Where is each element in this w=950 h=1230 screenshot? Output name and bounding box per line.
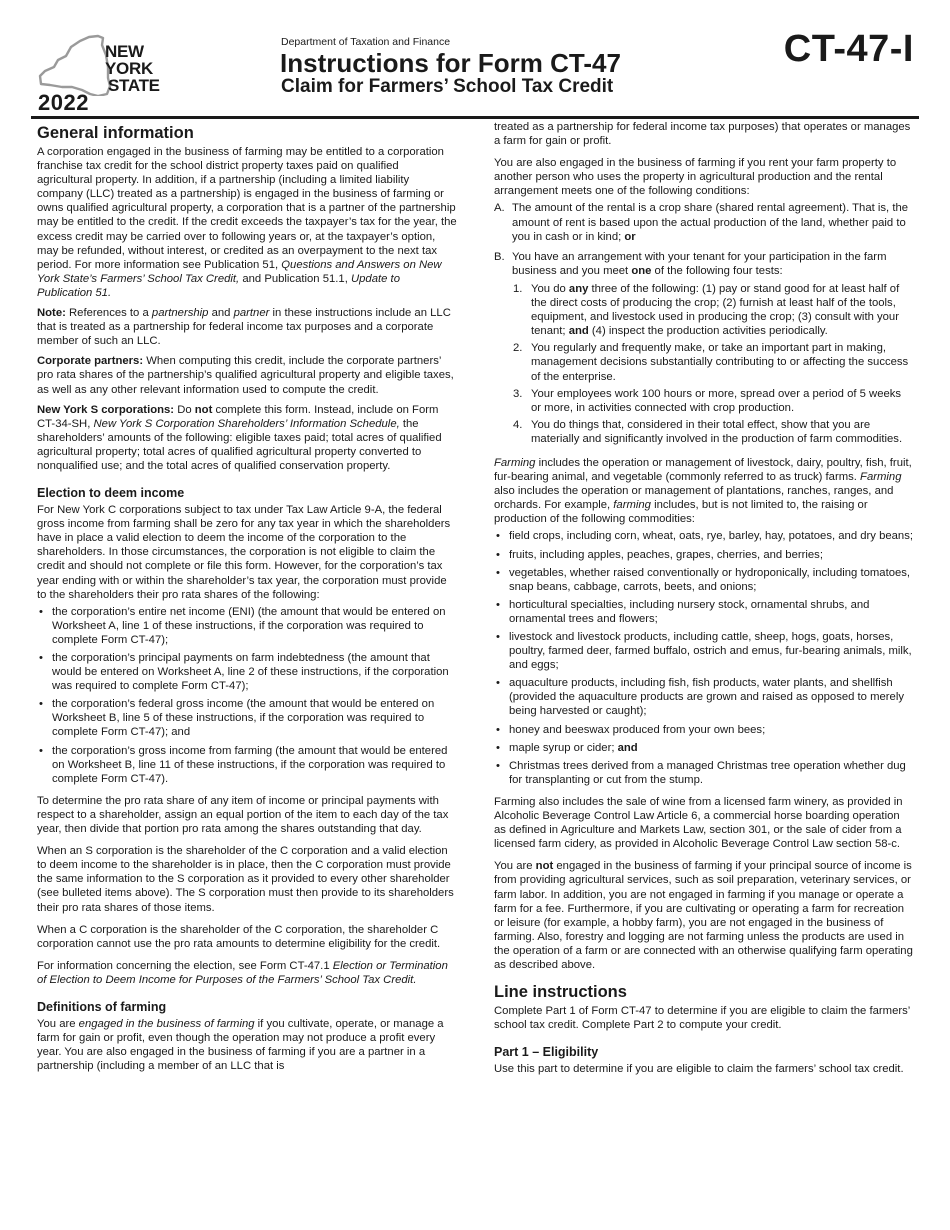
pro-rata-paragraph: To determine the pro rata share of any item of income or principal payments with respect to a shareholder, assign an equal portion of the item to each day of the tax year, then divide that portion pro rata among the shares outstanding that day. — [37, 794, 449, 836]
logo-text-new: NEW — [105, 42, 144, 61]
text-run: maple syrup or cider; — [509, 741, 618, 754]
text-run: and Publication 51.1, — [239, 272, 351, 285]
text-run: When computing this credit, include the corporate partners’ pro rata shares of the partnership’s qualified agricultural property and eligible taxes, as well as any other relevant information used to compute the credit. — [37, 355, 454, 396]
publication-51-1-title: Update to Publication 51. — [37, 272, 400, 299]
ct-47-1-title: Election or Termination of Election to Deem Income for Purposes of the Farmers’ School Tax Credit. — [37, 959, 448, 986]
list-item: • aquaculture products, including fish, fish products, water plants, and shellfish (provided the aquaculture products are grown and raised as opposed to merely being harvested or caught); — [494, 676, 914, 718]
emphasis-and: and — [568, 325, 589, 338]
test-item — [494, 387, 914, 415]
test-item — [494, 282, 914, 338]
text-run: includes the operation or management of livestock, dairy, poultry, fish, fruit, fur-bearing animal, and vegetable (commonly referred to as truck) farms. — [494, 456, 912, 484]
emphasis-and: and — [617, 741, 638, 754]
test-item — [494, 341, 914, 383]
list-item: • Christmas trees derived from a managed Christmas tree operation whether dug for transplanting or cut from the stump. — [494, 759, 914, 787]
test-number: 2. — [513, 342, 523, 355]
ct-47-1-paragraph — [37, 959, 457, 987]
text-run: Do — [174, 403, 195, 416]
text-run: Your employees work 100 hours or more, spread over a period of 5 weeks or more, in activities connected with crop production. — [531, 387, 902, 414]
list-item: • the corporation’s principal payments on farm indebtedness (the amount that would be entered on Worksheet A, line 2 of these instructions, if the corporation was required to complete Form CT-47); — [37, 651, 457, 693]
new-york-state-outline-icon — [36, 34, 112, 96]
test-number: 1. — [513, 282, 523, 295]
right-column — [494, 120, 914, 1082]
form-number: CT-47-I — [783, 28, 914, 70]
condition-a — [494, 201, 914, 243]
election-paragraph: For New York C corporations subject to tax under Tax Law Article 9-A, the federal gross income from farming shall be zero for any tax year in which the shareholders have in place a valid election to deem the income of the corporation to the shareholders. In those circumstances, the corporation is not eligible to claim the credit and should not complete or file this form. However, for the corporation’s tax year ending with or within the shareholder’s tax year, the corporation must provide to the shareholders their pro rata shares of the following: — [37, 504, 451, 601]
text-run: You regularly and frequently make, or take an important part in making, management decisions substantially contributing to or affecting the success of the enterprise. — [531, 342, 909, 383]
corporate-partners-label: Corporate partners: — [37, 355, 144, 368]
condition-b — [494, 250, 914, 278]
list-item: • vegetables, whether raised conventionally or hydroponically, including tomatoes, snap beans, cabbage, carrots, beets, and onions; — [494, 566, 914, 594]
test-number: 4. — [513, 418, 523, 431]
list-item: • field crops, including corn, wheat, oats, rye, barley, hay, potatoes, and dry beans; — [494, 529, 914, 543]
definitions-paragraph — [37, 1017, 457, 1073]
text-run: For information concerning the election, see Form CT-47.1 — [37, 959, 333, 972]
winery-paragraph: Farming also includes the sale of wine from a licensed farm winery, as provided in Alcoholic Beverage Control Law Article 6, a commercial horse boarding operation as defined in Agriculture and Markets Law, section 301, or the sale of cider from a licensed farm cidery, as provided in Alcoholic Beverage Control Law section 58-c. — [494, 795, 903, 851]
tax-year: 2022 — [38, 90, 89, 115]
general-information-paragraph — [37, 145, 457, 300]
text-run: (4) inspect the production activities periodically. — [588, 325, 828, 338]
definitions-of-farming-heading: Definitions of farming — [37, 999, 167, 1014]
text-run: A corporation engaged in the business of farming may be entitled to a corporation franchise tax credit for the school district property taxes paid on qualified agricultural property. In addition, if a partnership (including a limited liability company (LLC) treated as a partnership) is engaged in the business of farming or owns qualified agricultural property, a corporation that is a partner of the partnership may be entitled to the credit. If the credit exceeds the taxpayer’s tax for the year, the excess credit may be carried over to following years or, at the taxpayer’s option, may be refunded, without interest, or credited as an overpayment to the next tax period. For more information see Publication 51, — [37, 146, 457, 271]
election-bullet-list — [37, 605, 457, 786]
c-corporation-paragraph: When a C corporation is the shareholder of the C corporation, the shareholder C corporation cannot use the pro rata amounts to determine eligibility for the credit. — [37, 923, 441, 950]
emphasis-any: any — [568, 282, 589, 295]
logo-text-state: STATE — [108, 76, 160, 95]
text-run: You are — [494, 860, 536, 873]
corporate-partners-paragraph — [37, 354, 457, 396]
condition-label: A. — [494, 202, 505, 215]
text-run: The amount of the rental is a crop share (shared rental agreement). That is, the amount of rent is based upon the actual production of the land, whether paid to you in cash or in kind; — [512, 202, 909, 243]
nys-logo — [36, 34, 166, 114]
note-label: Note: — [37, 307, 66, 320]
rental-paragraph: You are also engaged in the business of farming if you rent your farm property to another person who uses the property in agricultural production and the rental arrangement meets one of the following conditions: — [494, 157, 897, 198]
general-information-heading: General information — [37, 124, 194, 142]
term-partner: partner — [233, 307, 270, 320]
note-paragraph — [37, 306, 457, 348]
list-item: • fruits, including apples, peaches, grapes, cherries, and berries; — [494, 548, 914, 562]
term-farming: Farming — [494, 456, 536, 469]
list-item: • the corporation’s gross income from farming (the amount that would be entered on Worksheet B, line 11 of these instructions, if the corporation was required to complete Form CT-47). — [37, 744, 457, 786]
text-run: You are — [37, 1017, 79, 1030]
page-subtitle: Claim for Farmers’ School Tax Credit — [281, 76, 614, 97]
emphasis-one: one — [631, 264, 652, 277]
text-run: engaged in the business of farming if your principal source of income is from providing agricultural services, such as soil preparation, veterinary services, or farm labor. In addition, you are not engaged in farming if you manage or operate a farm for a fee. Furthermore, if you are cultivating or operating a farm for recreation or leisure (for example, a hobby farm), you are not engaged in the business of farming. Also, forestry and logging are not farming unless the products are used in the operation of a farm or are connected with an otherwise qualifying farm operating as described above. — [494, 860, 913, 971]
text-run: in these instructions include an LLC that is treated as a partnership for federal income tax purposes and a corporate member of such an LLC. — [37, 307, 451, 348]
text-run: complete this form. Instead, include on Form CT-34-SH, — [37, 403, 439, 430]
text-run: the shareholders’ amounts of the following: eligible taxes paid; total acres of qualified agricultural property; total acres of qualified agricultural property converted to nonqualified use; and the total acres of qualified conservation property. — [37, 417, 442, 472]
text-run: includes, but is not limited to, the raising or production of the following commodities: — [494, 499, 868, 526]
text-run: three of the following: (1) pay or stand good for at least half of the direct costs of producing the crop; (2) furnish at least half of the tools, equipment, and livestock used in producing the crop; (3) consult with your tenant; — [531, 282, 900, 338]
left-column — [37, 118, 457, 1079]
text-run: and — [208, 307, 234, 320]
text-run: You have an arrangement with your tenant for your participation in the farm business and you meet — [512, 250, 887, 277]
farming-definition-paragraph — [494, 456, 914, 526]
text-run: References to a — [65, 307, 152, 320]
s-corporation-paragraph: When an S corporation is the shareholder of the C corporation and a valid election to deem income to the shareholder is in place, then the C corporation must provide the same information to the S corporation as it provided to every other shareholder (see bulleted items above). The S corporation must then provide to its shareholders their pro rata shares of those items. — [37, 845, 454, 914]
commodities-bullet-list — [494, 529, 914, 787]
not-farming-paragraph — [494, 859, 914, 972]
form-header — [0, 0, 950, 118]
list-item: • livestock and livestock products, including cattle, sheep, hogs, goats, horses, poultry, farmed deer, farmed buffalo, ostrich and emus, fur-bearing animals, milk, and eggs; — [494, 630, 914, 672]
list-item: • the corporation’s entire net income (ENI) (the amount that would be entered on Worksheet A, line 1 of these instructions, if the corporation was required to complete Form CT-47); — [37, 605, 457, 647]
line-instructions-paragraph: Complete Part 1 of Form CT-47 to determine if you are eligible to claim the farmers’ school tax credit. Complete Part 2 to compute your credit. — [494, 1005, 910, 1032]
text-run: of the following four tests: — [651, 264, 783, 277]
page-title: Instructions for Form CT-47 — [280, 48, 621, 78]
emphasis-not: not — [194, 403, 213, 416]
list-item: • honey and beeswax produced from your own bees; — [494, 723, 914, 737]
ny-s-corporations-label: New York S corporations: — [37, 403, 175, 416]
list-item: • the corporation’s federal gross income (the amount that would be entered on Worksheet B, line 5 of these instructions, if the corporation was required to complete Form CT-47); and — [37, 697, 457, 739]
emphasis-or: or — [624, 230, 636, 243]
line-instructions-heading: Line instructions — [494, 983, 627, 1002]
test-number: 3. — [513, 387, 523, 400]
ct-34-sh-title: New York S Corporation Shareholders’ Information Schedule, — [93, 417, 400, 430]
continued-paragraph: treated as a partnership for federal income tax purposes) that operates or manages a farm for gain or profit. — [494, 121, 911, 148]
election-to-deem-income-heading: Election to deem income — [37, 486, 185, 501]
term-farming: Farming — [860, 471, 902, 484]
condition-label: B. — [494, 250, 505, 263]
test-item — [494, 418, 914, 446]
logo-text-york: YORK — [105, 59, 153, 78]
text-run: You do things that, considered in their total effect, show that you are materially and significantly involved in the production of farm commodities. — [531, 418, 903, 445]
text-run: if you cultivate, operate, or manage a farm for gain or profit, even though the operation may not produce a profit every year. You are also engaged in the business of farming if you are a partner in a partnership (including a member of an LLC that is — [37, 1017, 444, 1073]
part-1-eligibility-heading: Part 1 – Eligibility — [494, 1045, 599, 1060]
list-item: • horticultural specialties, including nursery stock, ornamental shrubs, and ornamental trees and flowers; — [494, 598, 914, 626]
department-name: Department of Taxation and Finance — [281, 36, 451, 48]
ny-s-corporations-paragraph — [37, 403, 457, 473]
text-run: also includes the operation or management of plantations, ranches, ranges, and orchards. For example, — [494, 485, 894, 512]
part-1-paragraph: Use this part to determine if you are eligible to claim the farmers’ school tax credit. — [494, 1063, 904, 1076]
text-run: You do — [531, 282, 569, 295]
publication-51-title: Questions and Answers on New York State’s Farmers’ School Tax Credit, — [37, 258, 442, 285]
term-partnership: partnership — [151, 307, 209, 320]
emphasis-not: not — [535, 860, 554, 873]
list-item — [494, 741, 914, 755]
term-engaged-in-farming: engaged in the business of farming — [78, 1017, 255, 1030]
term-farming: farming — [613, 499, 651, 512]
